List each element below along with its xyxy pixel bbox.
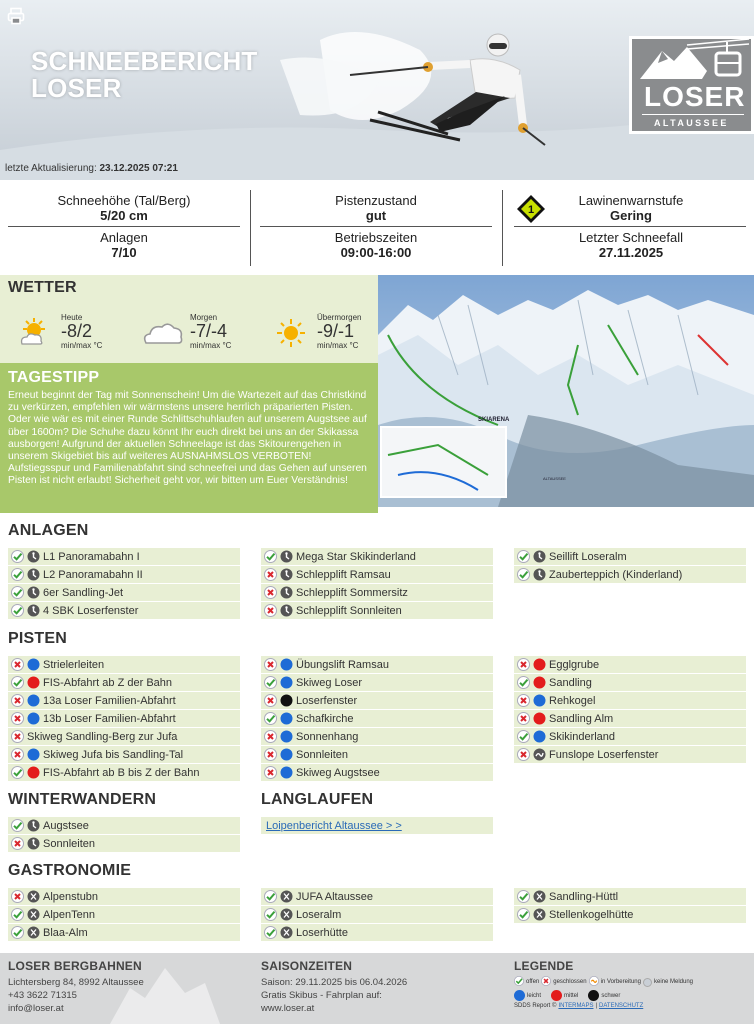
footer <box>0 953 754 1024</box>
item-name: Loserhütte <box>296 926 348 939</box>
status-open-icon <box>517 890 530 903</box>
item-name: Zauberteppich (Kinderland) <box>549 568 683 581</box>
sun-cloud-icon <box>18 317 52 347</box>
restaurant-icon <box>27 908 40 921</box>
legend-open-label: offen <box>526 979 540 985</box>
lift-row <box>261 548 493 565</box>
lift-row <box>514 548 746 565</box>
carpet-icon <box>533 568 546 581</box>
restaurant-icon <box>280 908 293 921</box>
draglift-icon <box>280 586 293 599</box>
item-name: Stellenkogelhütte <box>549 908 634 921</box>
item-name: Sandling Alm <box>549 712 614 725</box>
title-line-1: SCHNEEBERICHT <box>31 46 258 76</box>
status-closed-icon <box>517 748 530 761</box>
status-closed-icon <box>264 694 277 707</box>
draglift-icon <box>280 568 293 581</box>
no-report-icon <box>643 978 652 987</box>
restaurant-icon <box>533 890 546 903</box>
item-name: Funslope Loserfenster <box>549 748 659 761</box>
divider <box>8 226 240 227</box>
blue-piste-icon <box>280 676 293 689</box>
item-name: L2 Panoramabahn II <box>43 568 143 581</box>
stat-value: gut <box>365 208 387 223</box>
piste-row <box>514 710 746 727</box>
gastro-row <box>514 888 746 905</box>
piste-row <box>514 692 746 709</box>
item-name: Loserfenster <box>296 694 358 707</box>
blue-piste-icon <box>280 766 293 779</box>
panorama-map-image <box>378 275 754 507</box>
hard-piste-icon <box>588 990 599 1001</box>
piste-row <box>514 674 746 691</box>
piste-row <box>261 656 493 673</box>
lift-row <box>261 584 493 601</box>
item-name: Strielerleiten <box>43 658 105 671</box>
pisten-title: PISTEN <box>8 630 67 647</box>
piste-row <box>8 656 240 673</box>
status-open-icon <box>264 676 277 689</box>
status-closed-icon <box>517 712 530 725</box>
legend-medium-label: mittel <box>564 992 579 999</box>
status-closed-icon <box>517 658 530 671</box>
gondola-icon <box>27 568 40 581</box>
draglift-icon <box>533 550 546 563</box>
status-open-icon <box>11 819 24 832</box>
status-open-icon <box>264 712 277 725</box>
lift-row <box>8 835 240 852</box>
stat-value: 5/20 cm <box>100 208 148 223</box>
blue-piste-icon <box>280 730 293 743</box>
item-name: Skiweg Sandling-Berg zur Jufa <box>27 730 178 743</box>
langlaufen-row <box>261 817 493 834</box>
status-open-icon <box>517 908 530 921</box>
medium-piste-icon <box>551 990 562 1001</box>
lift-row <box>261 602 493 619</box>
footer-address-line: Lichtersberg 84, 8992 Altaussee <box>8 977 144 988</box>
item-name: Sonnleiten <box>296 748 348 761</box>
footer-season-dates: Saison: 29.11.2025 bis 06.04.2026 <box>261 977 408 988</box>
lift-row <box>8 548 240 565</box>
blue-piste-icon <box>27 658 40 671</box>
tagestipp-text: Erneut beginnt der Tag mit Sonnenschein! Um die Wartezeit auf das Christkind zu verkürzen, empfehlen wir wärmstens unsere herrlich präparierten Pisten. Oder wie wär es mit einer Runde Schlittschuhlaufen auf unserem Augstsee auf über 1600m? Die Schuhe dazu könnt Ihr euch direkt bei uns an der Skikassa ausborgen! Aufgrund der aktuellen Schneelage ist das Skitourengehen in unserem Skigebiet bis auf weiteres AUSNAHMSLOS VERBOTEN! Aufstiegsspur und Familienabfahrt sind schneefrei und das Gehen auf unseren Pisten ist nicht erlaubt! Sicherheit geht vor, wir bitten um Euer Verständnis! <box>8 390 367 487</box>
item-name: Skikinderland <box>549 730 616 743</box>
item-name: Blaa-Alm <box>43 926 88 939</box>
item-name: JUFA Altaussee <box>296 890 374 903</box>
status-closed-icon <box>11 748 24 761</box>
last-update-value: 23.12.2025 07:21 <box>99 163 178 174</box>
piste-row <box>261 746 493 763</box>
stat-label: Betriebszeiten <box>334 230 418 245</box>
lift-row <box>8 602 240 619</box>
status-closed-icon <box>517 694 530 707</box>
footer-address <box>8 976 144 1015</box>
item-name: Loseralm <box>296 908 342 921</box>
gastro-row <box>514 906 746 923</box>
status-open-icon <box>11 908 24 921</box>
weather-day-label: Heute <box>61 313 83 322</box>
status-closed-icon <box>264 748 277 761</box>
status-open-icon <box>11 550 24 563</box>
loser-logo[interactable] <box>629 36 754 134</box>
piste-row <box>8 728 240 745</box>
piste-row <box>261 710 493 727</box>
stat-anlagen <box>0 230 248 260</box>
weather-day-tomorrow <box>142 313 257 353</box>
item-name: FIS-Abfahrt ab B bis Z der Bahn <box>43 766 200 779</box>
status-open-icon <box>11 586 24 599</box>
credit-prefix: SDDS Report © <box>514 1003 557 1009</box>
anlagen-title: ANLAGEN <box>8 522 89 539</box>
piste-row <box>8 746 240 763</box>
chairlift-icon <box>27 604 40 617</box>
restaurant-icon <box>280 890 293 903</box>
item-name: Übungslift Ramsau <box>296 658 389 671</box>
lift-row <box>8 584 240 601</box>
status-closed-icon <box>264 658 277 671</box>
legend-difficulty-row <box>514 990 620 1001</box>
footer-season-title: SAISONZEITEN <box>261 959 353 973</box>
status-closed-icon <box>11 837 24 850</box>
item-name: Rehkogel <box>549 694 596 707</box>
stat-label: Lawinenwarnstufe <box>578 193 684 208</box>
svg-text:1: 1 <box>527 204 535 216</box>
weather-minmax: min/max °C <box>317 341 359 350</box>
stat-value: 7/10 <box>111 245 137 260</box>
status-open-icon <box>264 550 277 563</box>
item-name: Schlepplift Ramsau <box>296 568 391 581</box>
stat-schneefall <box>508 230 754 260</box>
tagestipp-panel <box>0 363 378 513</box>
status-open-icon <box>11 568 24 581</box>
status-closed-icon <box>11 890 24 903</box>
item-name: 13a Loser Familien-Abfahrt <box>43 694 176 707</box>
credit-separator: | <box>595 1003 598 1009</box>
page-title <box>31 48 258 102</box>
status-open-icon <box>11 926 24 939</box>
legend-none-label: keine Meldung <box>653 979 694 985</box>
status-closed-icon <box>264 604 277 617</box>
status-open-icon <box>264 908 277 921</box>
last-update-label: letzte Aktualisierung: <box>5 163 97 174</box>
restaurant-icon <box>27 926 40 939</box>
easy-piste-icon <box>514 990 525 1001</box>
datenschutz-link[interactable]: DATENSCHUTZ <box>599 1003 644 1009</box>
item-name: L1 Panoramabahn I <box>43 550 140 563</box>
divider <box>502 190 503 266</box>
status-closed-icon <box>11 694 24 707</box>
weather-day-label: Übermorgen <box>317 313 362 322</box>
footer-phone[interactable]: +43 3622 71315 <box>8 990 77 1001</box>
blue-piste-icon <box>280 658 293 671</box>
funslope-piste-icon <box>533 748 546 761</box>
stat-value: 09:00-16:00 <box>340 245 412 260</box>
gastro-row <box>8 888 240 905</box>
last-update <box>5 163 178 174</box>
black-piste-icon <box>280 694 293 707</box>
item-name: 4 SBK Loserfenster <box>43 604 139 617</box>
red-piste-icon <box>27 676 40 689</box>
footer-credit <box>514 1003 643 1009</box>
blue-piste-icon <box>27 694 40 707</box>
item-name: 6er Sandling-Jet <box>43 586 124 599</box>
lift-row <box>8 817 240 834</box>
stat-betriebszeiten <box>252 230 500 260</box>
piste-row <box>514 746 746 763</box>
piste-row <box>8 692 240 709</box>
footer-company-title: LOSER BERGBAHNEN <box>8 959 142 973</box>
loipenbericht-link[interactable]: Loipenbericht Altaussee > > <box>266 819 402 832</box>
stat-value: 27.11.2025 <box>598 245 664 260</box>
gondola-icon <box>27 550 40 563</box>
lift-row <box>8 566 240 583</box>
legend-prep-label: in Vorbereitung <box>600 979 641 985</box>
piste-row <box>514 728 746 745</box>
red-piste-icon <box>533 712 546 725</box>
status-closed-icon <box>264 730 277 743</box>
status-open-icon <box>517 730 530 743</box>
red-piste-icon <box>27 766 40 779</box>
restaurant-icon <box>27 890 40 903</box>
title-line-2: LOSER <box>31 73 122 103</box>
divider <box>260 226 492 227</box>
svg-text:SKIARENA: SKIARENA <box>478 417 510 423</box>
item-name: Schlepplift Sonnleiten <box>296 604 402 617</box>
blue-piste-icon <box>27 712 40 725</box>
weather-minmax: min/max °C <box>190 341 232 350</box>
draglift-icon <box>280 550 293 563</box>
stat-label: Anlagen <box>100 230 148 245</box>
weather-day-today <box>18 313 133 353</box>
status-open-icon <box>11 676 24 689</box>
item-name: Augstsee <box>43 819 89 832</box>
legend-prep-icon <box>589 976 599 988</box>
stats-panel <box>0 180 754 275</box>
weather-minmax: min/max °C <box>61 341 103 350</box>
item-name: 13b Loser Familien-Abfahrt <box>43 712 176 725</box>
item-name: Sonnleiten <box>43 837 95 850</box>
legend-hard-label: schwer <box>601 992 621 999</box>
avalanche-level-icon <box>516 194 546 224</box>
item-name: Sandling <box>549 676 592 689</box>
status-closed-icon <box>264 766 277 779</box>
legend-open-icon <box>514 976 524 988</box>
draglift-icon <box>280 604 293 617</box>
legend-easy-label: leicht <box>527 992 542 999</box>
sun-icon <box>276 318 306 348</box>
footer-email[interactable]: info@loser.at <box>8 1003 64 1014</box>
langlaufen-title: LANGLAUFEN <box>261 791 374 808</box>
item-name: Schlepplift Sommersitz <box>296 586 408 599</box>
blue-piste-icon <box>280 748 293 761</box>
item-name: Skiweg Loser <box>296 676 363 689</box>
gastro-row <box>261 924 493 941</box>
item-name: Sandling-Hüttl <box>549 890 619 903</box>
status-open-icon <box>264 890 277 903</box>
chairlift-icon <box>27 586 40 599</box>
stat-pistenzustand <box>252 193 500 223</box>
status-closed-icon <box>11 658 24 671</box>
blue-piste-icon <box>280 712 293 725</box>
restaurant-icon <box>533 908 546 921</box>
hero-banner <box>0 0 754 180</box>
item-name: Egglgrube <box>549 658 600 671</box>
blue-piste-icon <box>533 730 546 743</box>
divider <box>250 190 251 266</box>
status-open-icon <box>11 604 24 617</box>
logo-divider <box>642 114 744 115</box>
stat-label: Letzter Schneefall <box>578 230 684 245</box>
item-name: Sonnenhang <box>296 730 359 743</box>
cloud-icon <box>142 319 184 345</box>
weather-temp: -9/-1 <box>317 321 355 341</box>
piste-row <box>261 728 493 745</box>
legend-status-row <box>514 976 693 988</box>
intermaps-link[interactable]: INTERMAPS <box>558 1003 594 1009</box>
blue-piste-icon <box>27 748 40 761</box>
item-name: FIS-Abfahrt ab Z der Bahn <box>43 676 173 689</box>
divider <box>514 226 746 227</box>
gastro-row <box>8 906 240 923</box>
piste-row <box>514 656 746 673</box>
gastro-row <box>261 906 493 923</box>
stat-value: Gering <box>610 208 652 223</box>
weather-day-after-tomorrow <box>276 313 376 353</box>
weather-temp: -7/-4 <box>190 321 228 341</box>
status-closed-icon <box>264 568 277 581</box>
stat-schneehoehe <box>0 193 248 223</box>
status-open-icon <box>517 568 530 581</box>
status-closed-icon <box>264 586 277 599</box>
item-name: AlpenTenn <box>43 908 95 921</box>
footer-skibus: Gratis Skibus - Fahrplan auf: <box>261 990 382 1001</box>
footer-season <box>261 976 407 1015</box>
item-name: Alpenstubn <box>43 890 99 903</box>
footer-website[interactable]: www.loser.at <box>261 1003 315 1014</box>
status-open-icon <box>517 676 530 689</box>
piste-row <box>261 692 493 709</box>
hiker-icon <box>27 819 40 832</box>
weather-panel <box>0 275 378 363</box>
legend-closed-label: geschlossen <box>553 979 587 985</box>
status-open-icon <box>11 766 24 779</box>
red-piste-icon <box>533 676 546 689</box>
piste-row <box>261 674 493 691</box>
logo-text: LOSER <box>644 81 746 112</box>
print-icon[interactable] <box>7 7 25 25</box>
item-name: Skiweg Jufa bis Sandling-Tal <box>43 748 184 761</box>
svg-text:ALTAUSSEE: ALTAUSSEE <box>543 476 566 481</box>
gastro-row <box>8 924 240 941</box>
stat-label: Pistenzustand <box>335 193 417 208</box>
status-open-icon <box>517 550 530 563</box>
status-closed-icon <box>11 730 24 743</box>
item-name: Seillift Loseralm <box>549 550 627 563</box>
red-piste-icon <box>533 658 546 671</box>
status-closed-icon <box>11 712 24 725</box>
hiker-icon <box>27 837 40 850</box>
status-open-icon <box>264 926 277 939</box>
mountain-gondola-icon <box>632 39 751 84</box>
piste-row <box>261 764 493 781</box>
logo-subtitle: ALTAUSSEE <box>654 118 729 128</box>
weather-temp: -8/2 <box>61 321 93 341</box>
item-name: Skiweg Augstsee <box>296 766 380 779</box>
item-name: Schafkirche <box>296 712 354 725</box>
legend-closed-icon <box>541 976 551 988</box>
lift-row <box>514 566 746 583</box>
weather-day-label: Morgen <box>190 313 218 322</box>
piste-row <box>8 764 240 781</box>
winterwandern-title: WINTERWANDERN <box>8 791 157 808</box>
item-name: Mega Star Skikinderland <box>296 550 416 563</box>
stat-label: Schneehöhe (Tal/Berg) <box>57 193 191 208</box>
footer-legend-title: LEGENDE <box>514 959 574 973</box>
piste-row <box>8 674 240 691</box>
lift-row <box>261 566 493 583</box>
restaurant-icon <box>280 926 293 939</box>
tagestipp-title: TAGESTIPP <box>8 369 100 386</box>
gastronomie-title: GASTRONOMIE <box>8 862 132 879</box>
piste-row <box>8 710 240 727</box>
blue-piste-icon <box>533 694 546 707</box>
weather-title: WETTER <box>8 279 77 296</box>
gastro-row <box>261 888 493 905</box>
ski-area-map[interactable] <box>378 275 754 507</box>
